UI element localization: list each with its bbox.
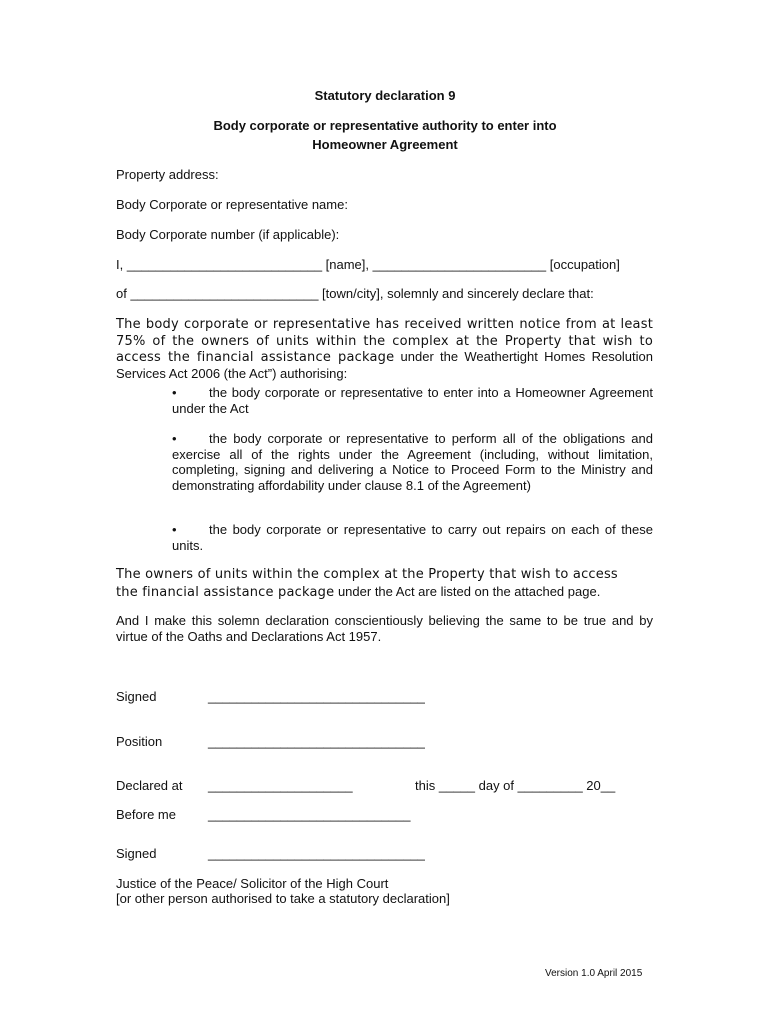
owners-paragraph-line2: [116, 583, 600, 601]
version-footer: Version 1.0 April 2015: [545, 968, 643, 979]
before-me-label: Before me: [116, 807, 176, 822]
authority-paragraph-part2: under the Weathertight Homes Resolution Services Act 2006 (the Act”) authorising:: [116, 349, 653, 381]
position-line: ______________________________: [208, 734, 425, 749]
owners-paragraph-line2-part2: under the Act are listed on the attached page.: [334, 584, 601, 599]
bullet-item-2: [172, 431, 653, 493]
bullet-item-1: [172, 385, 653, 416]
document-subtitle-line2: Homeowner Agreement: [312, 137, 458, 152]
bullet-item-1-text: the body corporate or representative to enter into a Homeowner Agreement under the Act: [172, 385, 653, 416]
declarant-name-occupation-line: I, ___________________________ [name], ________________________ [occupation]: [116, 257, 620, 272]
document-title: Statutory declaration 9: [314, 88, 456, 103]
justice-of-peace-line2: [or other person authorised to take a statutory declaration]: [116, 891, 450, 906]
witness-signed-label: Signed: [116, 846, 157, 861]
owners-paragraph-line1: The owners of units within the complex at the Property that wish to access: [116, 567, 618, 582]
body-corporate-name-label: Body Corporate or representative name:: [116, 197, 348, 212]
bullet-item-3-text: the body corporate or representative to carry out repairs on each of these units.: [172, 522, 653, 553]
bullet-dot: •: [172, 385, 177, 400]
declarant-town-line: of __________________________ [town/city], solemnly and sincerely declare that:: [116, 286, 594, 301]
justice-of-peace-line1: Justice of the Peace/ Solicitor of the High Court: [116, 876, 389, 891]
body-corporate-number-label: Body Corporate number (if applicable):: [116, 227, 340, 242]
signed-label: Signed: [116, 689, 157, 704]
declared-at-label: Declared at: [116, 778, 183, 793]
before-me-line: ____________________________: [208, 807, 411, 822]
bullet-item-2-text: the body corporate or representative to perform all of the obligations and exercise all of the rights under the Agreement (including, without limitation, completing, signing and delivering a Notice to Proceed Form to the Ministry and demonstrating affordability under clause 8.1 of the Agreement): [172, 431, 653, 493]
bullet-dot: •: [172, 522, 177, 537]
signed-line: ______________________________: [208, 689, 425, 704]
property-address-label: Property address:: [116, 167, 219, 182]
authority-paragraph: [116, 316, 653, 381]
solemn-declaration-paragraph: And I make this solemn declaration conscientiously believing the same to be true and by virtue of the Oaths and Declarations Act 1957.: [116, 613, 653, 644]
authority-paragraph-part1: The body corporate or representative has received written notice from at least 75% of the owners of units within the complex at the Property that wish to access the financial assistance package: [116, 317, 653, 365]
declaration-date-line: this _____ day of _________ 20__: [415, 778, 616, 793]
owners-paragraph-line2-part1: the financial assistance package: [116, 585, 335, 600]
witness-signed-line: ______________________________: [208, 846, 425, 861]
bullet-item-3: [172, 522, 653, 553]
bullet-dot: •: [172, 431, 177, 446]
position-label: Position: [116, 734, 163, 749]
document-subtitle-line1: Body corporate or representative authority to enter into: [213, 118, 557, 133]
declared-at-line: ____________________: [208, 778, 353, 793]
